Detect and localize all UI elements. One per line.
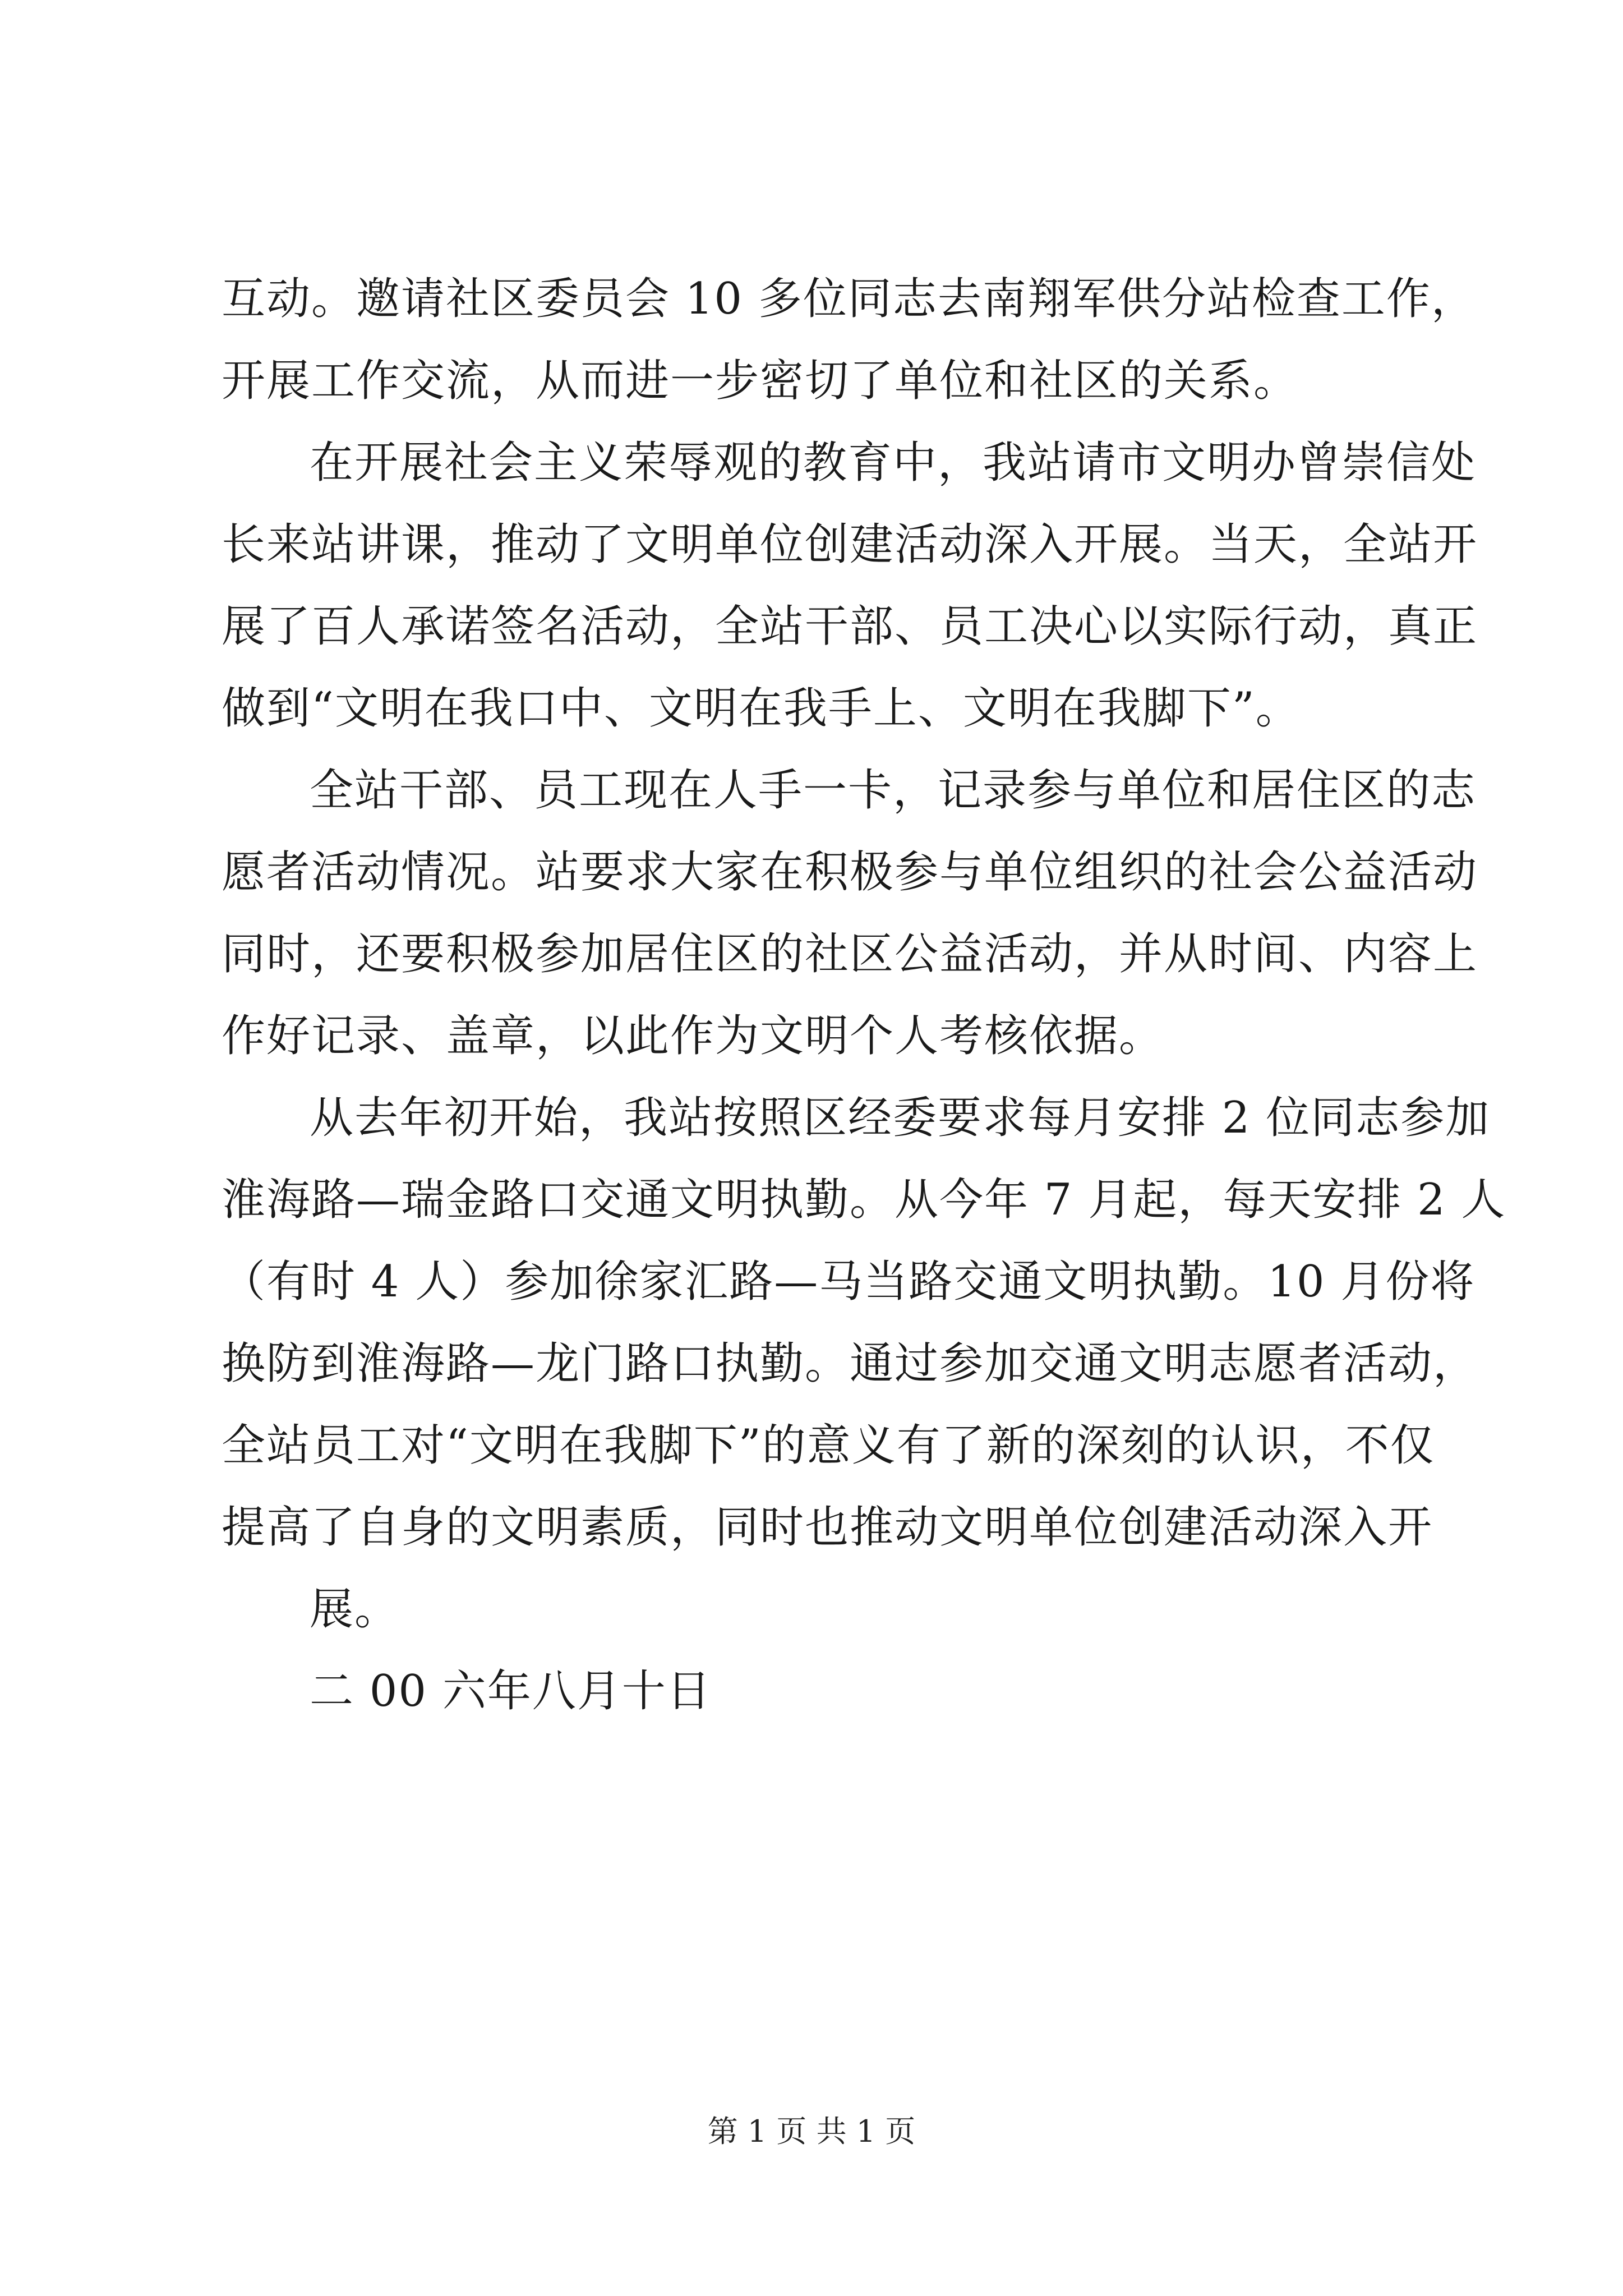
text-line-12: 淮海路—瑞金路口交通文明执勤。从今年 7 月起，每天安排 2 人 — [222, 1175, 1506, 1225]
text-line-9: 同时，还要积极参加居住区的社区公益活动，并从时间、内容上 — [222, 929, 1478, 979]
text-line-11: 从去年初开始，我站按照区经委要求每月安排 2 位同志参加 — [310, 1093, 1491, 1143]
text-line-10: 作好记录、盖章，以此作为文明个人考核依据。 — [222, 1011, 1164, 1061]
text-line-13: （有时 4 人）参加徐家汇路—马当路交通文明执勤。10 月份将 — [222, 1257, 1476, 1307]
text-line-3: 在开展社会主义荣辱观的教育中，我站请市文明办曾崇信处 — [310, 438, 1477, 488]
text-line-14: 换防到淮海路—龙门路口执勤。通过参加交通文明志愿者活动， — [222, 1338, 1478, 1389]
text-line-8: 愿者活动情况。站要求大家在积极参与单位组织的社会公益活动 — [222, 847, 1478, 898]
document-body — [222, 258, 1506, 1732]
page-footer — [0, 2112, 1623, 2151]
text-line-16: 提高了自身的文明素质，同时也推动文明单位创建活动深入开 — [222, 1502, 1433, 1553]
page-number: 第 1 页 共 1 页 — [707, 2114, 916, 2149]
text-line-7: 全站干部、员工现在人手一卡，记录参与单位和居住区的志 — [310, 765, 1477, 816]
text-line-15: 全站员工对“文明在我脚下”的意义有了新的深刻的认识，不仅 — [222, 1420, 1435, 1471]
text-line-17: 展。 — [310, 1584, 400, 1635]
text-line-2: 开展工作交流，从而进一步密切了单位和社区的关系。 — [222, 356, 1299, 406]
text-line-6: 做到“文明在我口中、文明在我手上、文明在我脚下”。 — [222, 683, 1301, 734]
document-date: 二 00 六年八月十日 — [310, 1666, 712, 1717]
text-line-4: 长来站讲课，推动了文明单位创建活动深入开展。当天，全站开 — [222, 519, 1478, 570]
text-line-5: 展了百人承诺签名活动，全站干部、员工决心以实际行动，真正 — [222, 601, 1478, 652]
text-line-1: 互动。邀请社区委员会 10 多位同志去南翔军供分站检查工作， — [222, 274, 1476, 324]
